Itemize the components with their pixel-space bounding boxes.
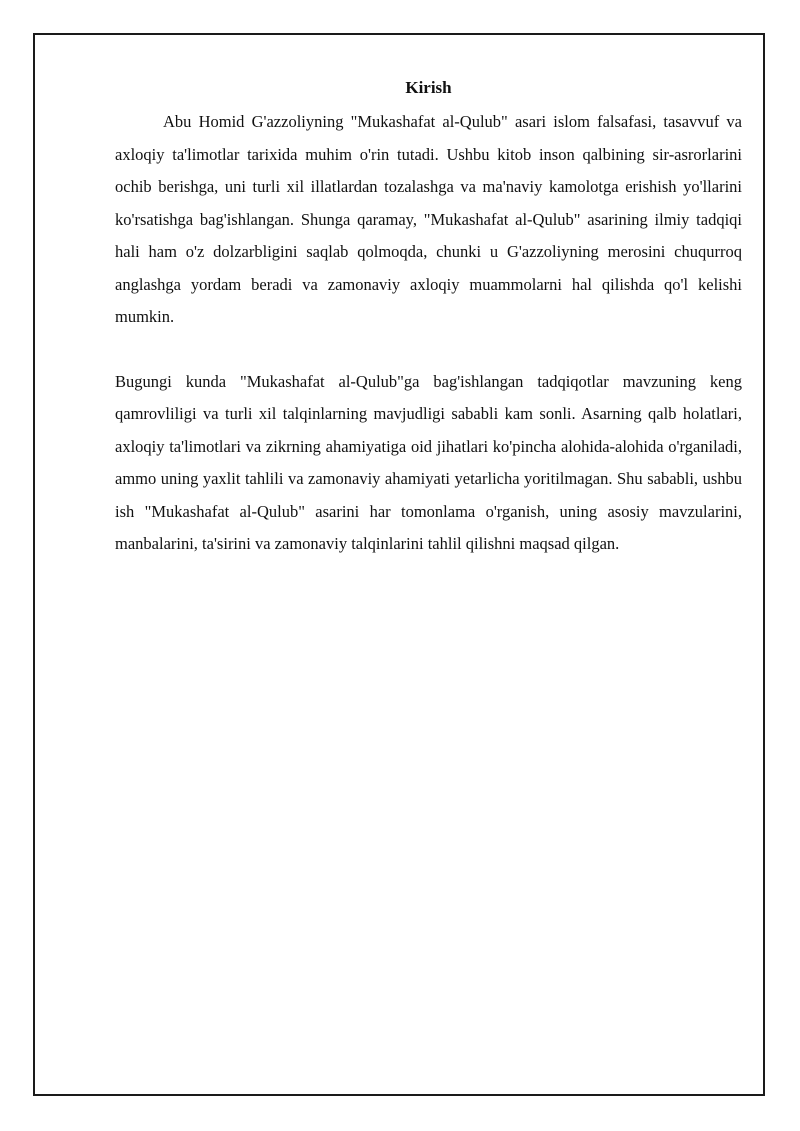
paragraph-gap xyxy=(115,334,742,366)
document-body xyxy=(115,76,742,561)
section-title: Kirish xyxy=(405,78,452,97)
paragraph-intro: Abu Homid G'azzoliyning "Mukashafat al-Qulub" asari islom falsafasi, tasavvuf va axloqiy ta'limotlar tarixida muhim o'rin tutadi. Ushbu kitob inson qalbining sir-asrorlarini ochib berishga, uni turli xil illatlardan tozalashga va ma'naviy kamolotga erishish yo'llarini ko'rsatishga bag'ishlangan. Shunga qaramay, "Mukashafat al-Qulub" asarining ilmiy tadqiqi hali ham o'z dolzarbligini saqlab qolmoqda, chunki u G'azzoliyning merosini chuqurroq anglashga yordam beradi va zamonaviy axloqiy muammolarni hal qilishda qo'l kelishi mumkin. xyxy=(115,112,742,326)
paragraph-research-state: Bugungi kunda "Mukashafat al-Qulub"ga bag'ishlangan tadqiqotlar mavzuning keng qamrovliligi va turli xil talqinlarning mavjudligi sababli kam sonli. Asarning qalb holatlari, axloqiy ta'limotlari va zikrning ahamiyatiga oid jihatlari ko'pincha alohida-alohida o'rganiladi, ammo uning yaxlit tahlili va zamonaviy ahamiyati yetarlicha yoritilmagan. Shu sababli, ushbu ish "Mukashafat al-Qulub" asarini har tomonlama o'rganish, uning asosiy mavzularini, manbalarini, ta'sirini va zamonaviy talqinlarini tahlil qilishni maqsad qilgan. xyxy=(115,371,742,553)
